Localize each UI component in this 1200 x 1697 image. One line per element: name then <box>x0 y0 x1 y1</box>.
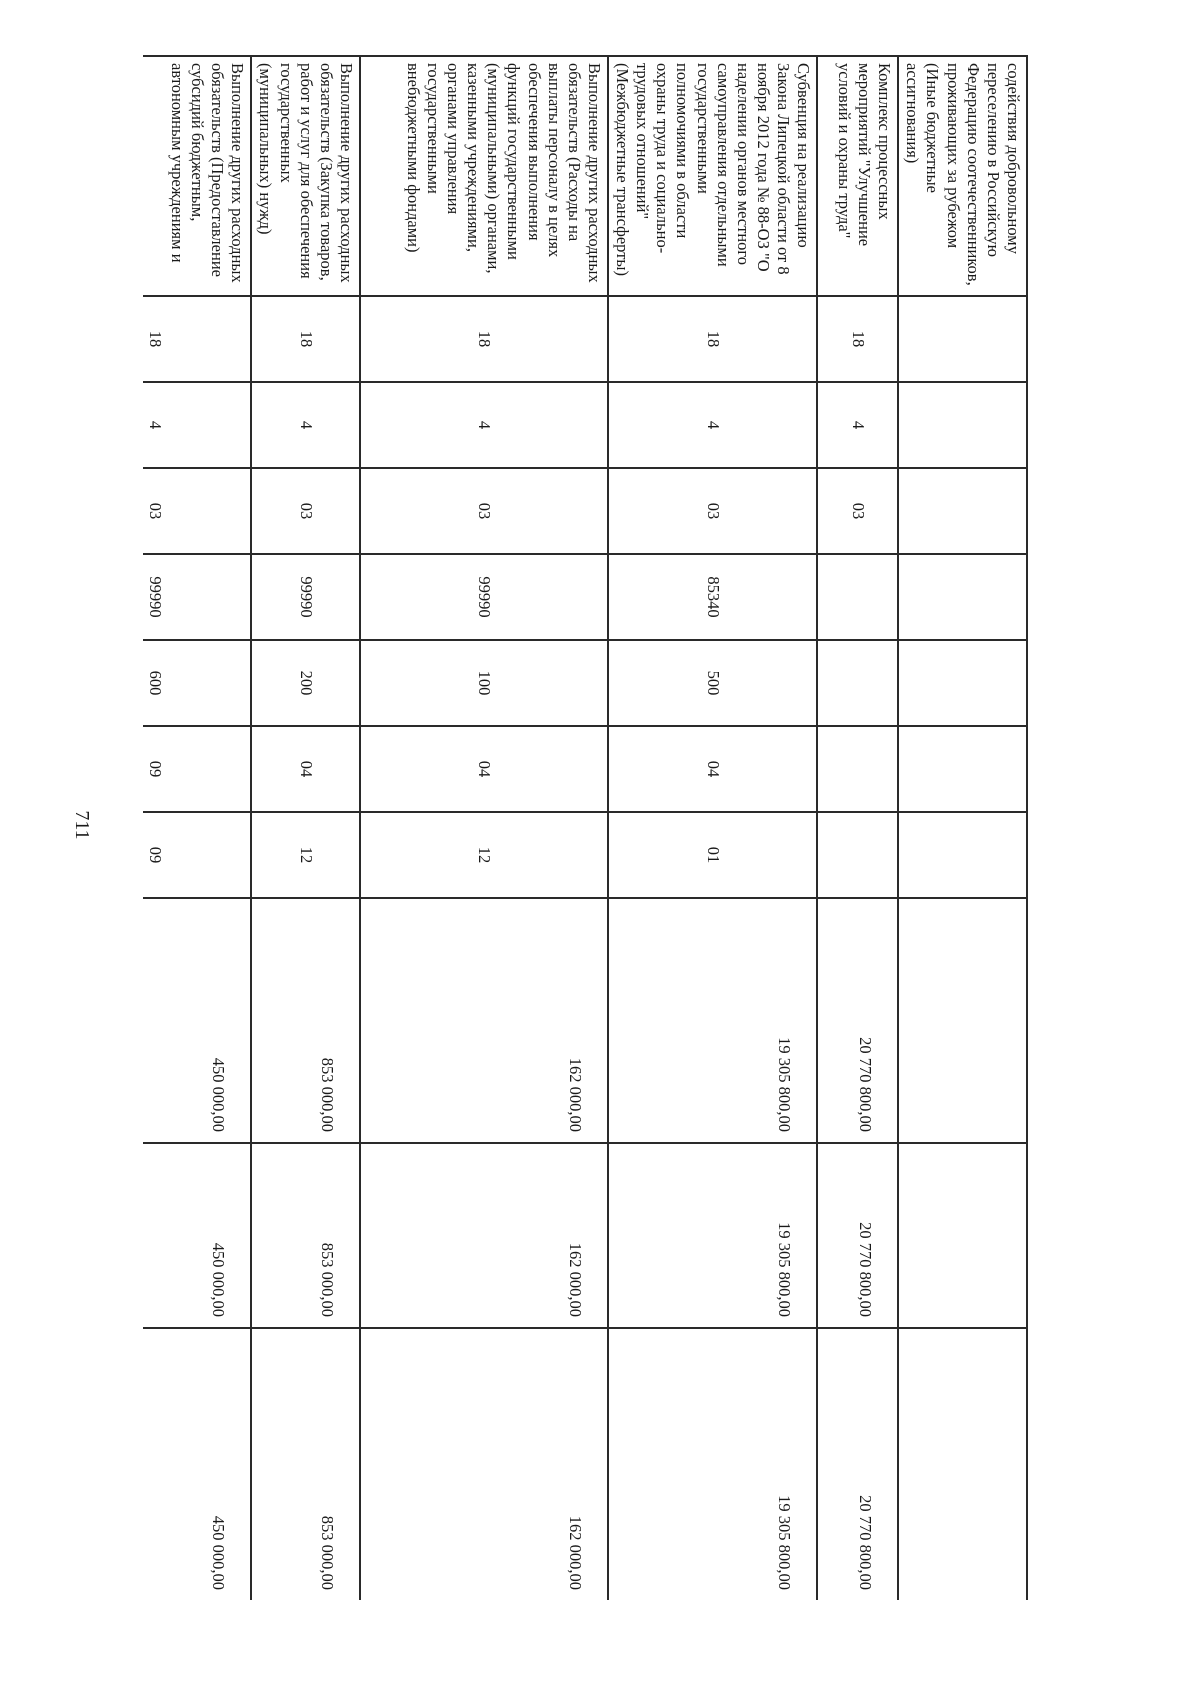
amount-year-2-cell <box>898 1143 1027 1328</box>
table-row <box>608 56 817 1600</box>
subdivision-code-cell: 12 <box>251 812 360 898</box>
subsection-code-cell: 03 <box>360 468 608 554</box>
admin-code-cell: 18 <box>143 296 251 382</box>
article-code-cell <box>898 554 1027 640</box>
table-row <box>817 56 898 1600</box>
division-code-cell <box>817 726 898 812</box>
article-code-cell: 99990 <box>360 554 608 640</box>
subsection-code-cell: 03 <box>608 468 817 554</box>
division-code-cell <box>898 726 1027 812</box>
budget-table <box>143 55 1028 1600</box>
admin-code-cell: 18 <box>608 296 817 382</box>
section-code-cell: 4 <box>251 382 360 468</box>
row-name-cell: Комплекс процессных мероприятий "Улучшение условий и охраны труда" <box>817 56 898 296</box>
row-name-cell: Выполнение других расходных обязательств (Предоставление субсидий бюджетным, автономным учреждениям и <box>143 56 251 296</box>
expense-type-cell: 200 <box>251 640 360 726</box>
amount-year-1-cell: 853 000,00 <box>251 898 360 1143</box>
subsection-code-cell <box>898 468 1027 554</box>
amount-year-1-cell: 450 000,00 <box>143 898 251 1143</box>
budget-table-rotated <box>143 55 1028 1600</box>
expense-type-cell: 600 <box>143 640 251 726</box>
division-code-cell: 04 <box>608 726 817 812</box>
expense-type-cell: 500 <box>608 640 817 726</box>
subdivision-code-cell: 12 <box>360 812 608 898</box>
table-row <box>143 56 251 1600</box>
article-code-cell <box>817 554 898 640</box>
section-code-cell: 4 <box>143 382 251 468</box>
amount-year-1-cell <box>898 898 1027 1143</box>
table-row <box>898 56 1027 1600</box>
expense-type-cell: 100 <box>360 640 608 726</box>
table-row <box>251 56 360 1600</box>
amount-year-2-cell: 853 000,00 <box>251 1143 360 1328</box>
amount-year-3-cell: 853 000,00 <box>251 1328 360 1600</box>
amount-year-2-cell: 162 000,00 <box>360 1143 608 1328</box>
expense-type-cell <box>898 640 1027 726</box>
budget-table-container <box>143 55 1028 1600</box>
article-code-cell: 85340 <box>608 554 817 640</box>
subsection-code-cell: 03 <box>143 468 251 554</box>
section-code-cell: 4 <box>817 382 898 468</box>
article-code-cell: 99990 <box>143 554 251 640</box>
subdivision-code-cell <box>817 812 898 898</box>
amount-year-3-cell <box>898 1328 1027 1600</box>
amount-year-1-cell: 19 305 800,00 <box>608 898 817 1143</box>
row-name-cell: Субвенция на реализацию Закона Липецкой области от 8 ноября 2012 года № 88-ОЗ "О наделении органов местного самоуправления отдельными государственными полномочиями в области охраны труда и социально-трудовых отношений" (Межбюджетные трансферты) <box>608 56 817 296</box>
amount-year-1-cell: 162 000,00 <box>360 898 608 1143</box>
admin-code-cell: 18 <box>817 296 898 382</box>
section-code-cell: 4 <box>360 382 608 468</box>
page-number: 711 <box>71 810 93 840</box>
division-code-cell: 04 <box>251 726 360 812</box>
amount-year-2-cell: 20 770 800,00 <box>817 1143 898 1328</box>
amount-year-3-cell: 162 000,00 <box>360 1328 608 1600</box>
amount-year-1-cell: 20 770 800,00 <box>817 898 898 1143</box>
table-row <box>360 56 608 1600</box>
amount-year-3-cell: 450 000,00 <box>143 1328 251 1600</box>
article-code-cell: 99990 <box>251 554 360 640</box>
section-code-cell: 4 <box>608 382 817 468</box>
expense-type-cell <box>817 640 898 726</box>
division-code-cell: 09 <box>143 726 251 812</box>
subdivision-code-cell: 01 <box>608 812 817 898</box>
admin-code-cell: 18 <box>360 296 608 382</box>
row-name-cell: содействия добровольному переселению в Российскую Федерацию соотечественников, проживающих за рубежом (Иные бюджетные ассигнования) <box>898 56 1027 296</box>
subsection-code-cell: 03 <box>251 468 360 554</box>
amount-year-2-cell: 19 305 800,00 <box>608 1143 817 1328</box>
subsection-code-cell: 03 <box>817 468 898 554</box>
amount-year-2-cell: 450 000,00 <box>143 1143 251 1328</box>
row-name-cell: Выполнение других расходных обязательств (Закупка товаров, работ и услуг для обеспечения государственных (муниципальных) нужд) <box>251 56 360 296</box>
section-code-cell <box>898 382 1027 468</box>
division-code-cell: 04 <box>360 726 608 812</box>
amount-year-3-cell: 19 305 800,00 <box>608 1328 817 1600</box>
row-name-cell: Выполнение других расходных обязательств (Расходы на выплаты персоналу в целях обеспечения выполнения функций государственными (муниципальными) органами, казенными учреждениями, органами управления государственными внебюджетными фондами) <box>360 56 608 296</box>
subdivision-code-cell <box>898 812 1027 898</box>
admin-code-cell <box>898 296 1027 382</box>
admin-code-cell: 18 <box>251 296 360 382</box>
amount-year-3-cell: 20 770 800,00 <box>817 1328 898 1600</box>
subdivision-code-cell: 09 <box>143 812 251 898</box>
